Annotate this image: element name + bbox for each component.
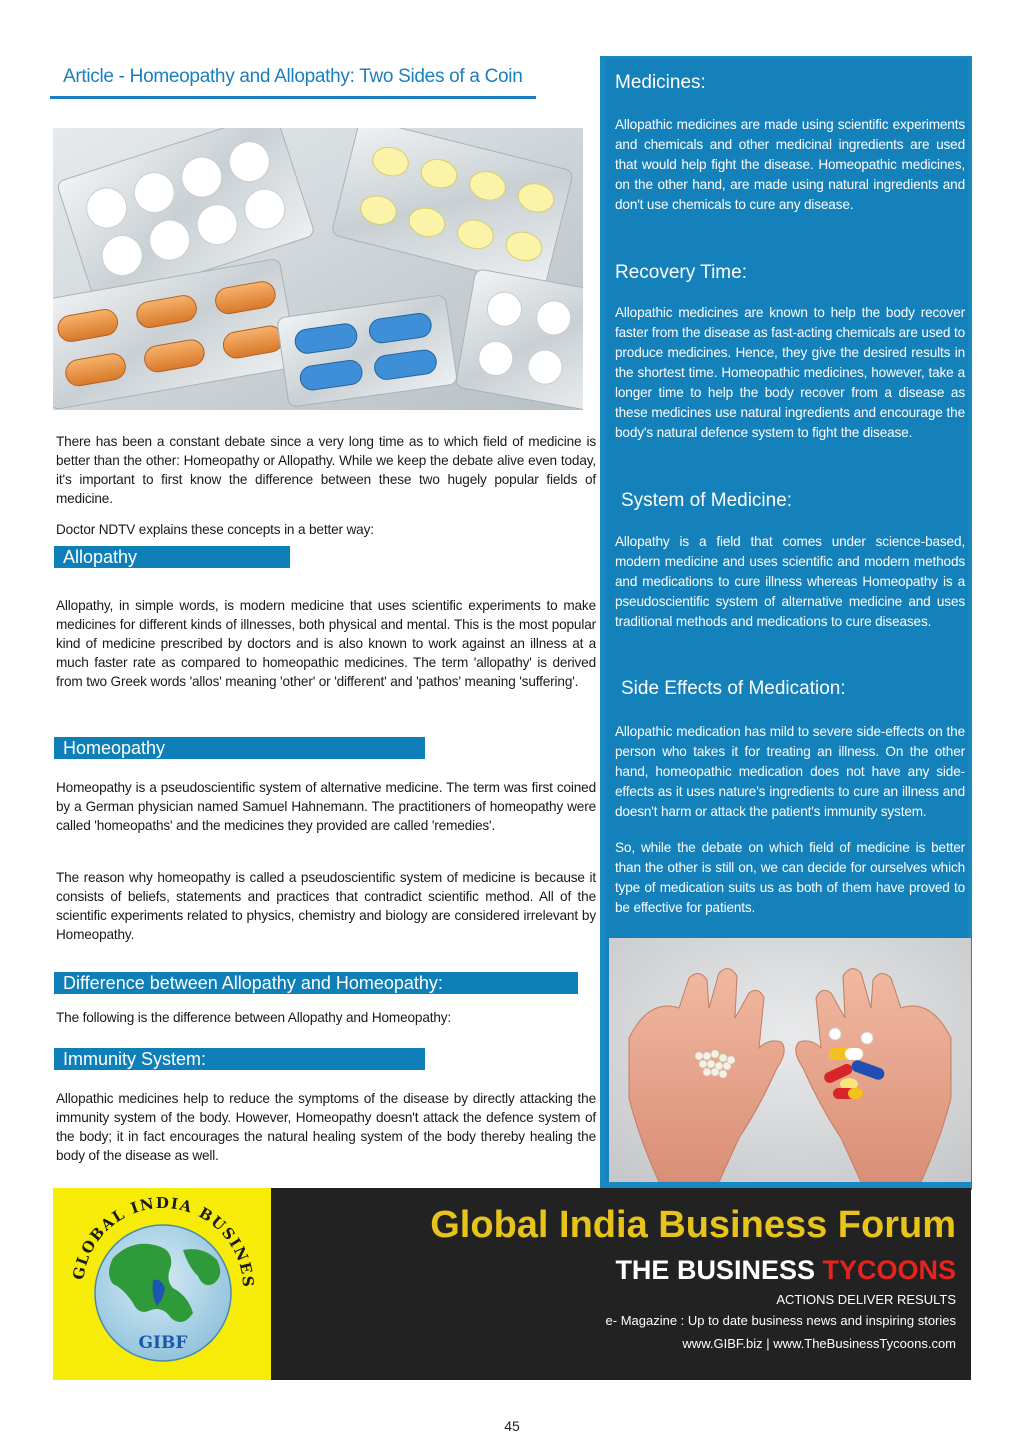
homeopathy-heading: Homeopathy xyxy=(54,737,425,759)
immunity-paragraph: Allopathic medicines help to reduce the symptoms of the disease by directly attacking the immunity system of the body. However, Homeopathy doesn't attack the defence system of the body; it in fact encourages the natural healing system of the body thereby healing the body of the disease as well. xyxy=(56,1091,596,1163)
pills-illustration xyxy=(53,128,583,410)
system-paragraph: Allopathy is a field that comes under science-based, modern medicine and uses scientific and modern methods and medications to cure illness whereas Homeopathy is a pseudoscientific system of alternative medicine and uses traditional methods and medications to cure diseases. xyxy=(615,534,965,629)
svg-text:GLOBAL INDIA BUSINESS FORUM: GLOBAL INDIA BUSINES xyxy=(69,1193,258,1289)
immunity-heading: Immunity System: xyxy=(54,1048,425,1070)
system-heading: System of Medicine: xyxy=(621,490,793,511)
recovery-paragraph: Allopathic medicines are known to help the body recover faster from the disease as fast-acting chemicals are used to produce medicines. Hence, they give the desired results in the shortest time. Homeopathic medicines, however, take a longer time to help the body recover from a disease as these medicines use natural ingredients and encourage the body's natural defence system to fight the disease. xyxy=(615,305,965,440)
logo-abbreviation: GIBF xyxy=(138,1333,188,1353)
side-effects-paragraph-2: So, while the debate on which field of medicine is better than the other is still on, we can decide for ourselves which type of medication suits us as both of them have proved to be effective for patients. xyxy=(615,840,965,915)
homeopathy-paragraph-1: Homeopathy is a pseudoscientific system of alternative medicine. The term was first coined by a German physician named Samuel Hahnemann. The practitioners of homeopathy were called 'homeopaths' and the medicines they provided are called 'remedies'. xyxy=(56,780,596,833)
recovery-heading: Recovery Time: xyxy=(615,262,747,283)
allopathy-heading: Allopathy xyxy=(54,546,290,568)
brand-name: Global India Business Forum xyxy=(430,1204,956,1246)
hands-illustration xyxy=(609,938,971,1182)
brand-motto: ACTIONS DELIVER RESULTS xyxy=(776,1292,956,1307)
gibf-logo xyxy=(53,1188,271,1380)
website-links[interactable]: www.GIBF.biz | www.TheBusinessTycoons.com xyxy=(682,1336,956,1351)
pills-photo xyxy=(53,128,583,410)
article-title: Article - Homeopathy and Allopathy: Two Sides of a Coin xyxy=(63,66,523,87)
hands-photo xyxy=(609,938,971,1182)
difference-heading: Difference between Allopathy and Homeopathy: xyxy=(54,972,578,994)
allopathy-paragraph: Allopathy, in simple words, is modern medicine that uses scientific experiments to make medicines for different kinds of illnesses, both physical and mental. This is the most popular kind of medicine prescribed by doctors and is also known to work against an illness at a much faster rate as compared to homeopathic medicines. The term 'allopathy' is derived from two Greek words 'allos' meaning 'other' or 'different' and 'pathos' meaning 'suffering'. xyxy=(56,598,596,689)
intro-paragraph: There has been a constant debate since a very long time as to which field of medicine is better than the other: Homeopathy or Allopathy. While we keep the debate alive even today, it's important to first know the difference between these two hugely popular fields of medicine. xyxy=(56,434,596,506)
emagazine-line: e- Magazine : Up to date business news and inspiring stories xyxy=(605,1313,956,1328)
page-number: 45 xyxy=(504,1418,520,1434)
homeopathy-paragraph-2: The reason why homeopathy is called a pseudoscientific system of medicine is because it consists of beliefs, statements and practices that contradict scientific method. All of the scientific experiments related to physics, chemistry and biology are considered irrelevant by Homeopathy. xyxy=(56,870,596,942)
title-underline xyxy=(50,96,536,99)
medicines-heading: Medicines: xyxy=(615,72,706,93)
difference-paragraph: The following is the difference between Allopathy and Homeopathy: xyxy=(56,1010,452,1025)
intro-source-line: Doctor NDTV explains these concepts in a better way: xyxy=(56,522,374,537)
side-effects-heading: Side Effects of Medication: xyxy=(621,678,846,699)
side-effects-paragraph-1: Allopathic medication has mild to severe side-effects on the person who takes it for treating an illness. On the other hand, homeopathic medication does not have any side-effects as it uses nature's ingredients to cure an illness and doesn't harm or attack the patient's immunity system. xyxy=(615,724,965,819)
tagline-main: THE BUSINESS xyxy=(615,1255,823,1285)
globe-logo-icon xyxy=(53,1188,271,1380)
brand-tagline xyxy=(615,1255,956,1286)
medicines-paragraph: Allopathic medicines are made using scientific experiments and chemicals and other medicinal ingredients are used that would help fight the disease. Homeopathic medicines, on the other hand, are made using natural ingredients and don't use chemicals to cure any disease. xyxy=(615,117,965,212)
tagline-accent: TYCOONS xyxy=(822,1255,956,1285)
